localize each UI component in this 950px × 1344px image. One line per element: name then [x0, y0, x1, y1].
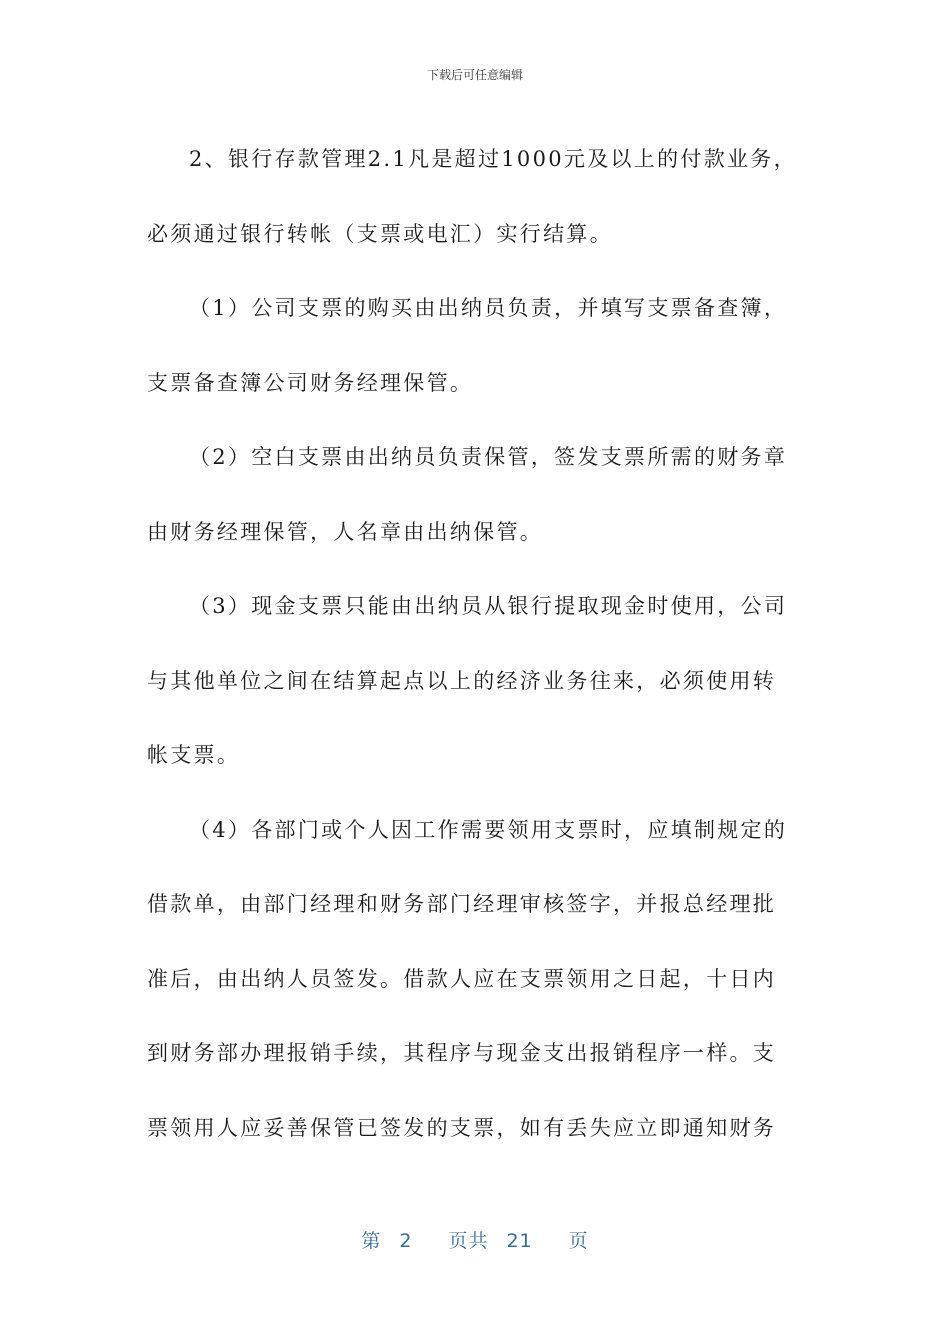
paragraph-line: （3）现金支票只能由出纳员从银行提取现金时使用，公司 — [189, 594, 788, 618]
current-page-number: 2 — [399, 1230, 413, 1252]
paragraph-5 — [147, 793, 807, 1166]
paragraph-line: （2）空白支票由出纳员负责保管，签发支票所需的财务章 — [189, 445, 788, 469]
paragraph-4 — [147, 569, 807, 793]
total-pages-number: 21 — [506, 1230, 533, 1252]
paragraph-line: 借款单，由部门经理和财务部门经理审核签字，并报总经理批 — [147, 892, 777, 916]
page-footer-suffix: 页 — [568, 1230, 589, 1252]
paragraph-1 — [147, 122, 807, 271]
paragraph-line: 必须通过银行转帐（支票或电汇）实行结算。 — [147, 221, 613, 246]
paragraph-3 — [147, 420, 807, 569]
page-footer — [0, 1226, 950, 1253]
paragraph-line: 由财务经理保管，人名章由出纳保管。 — [147, 519, 544, 544]
page-footer-prefix: 第 — [361, 1230, 382, 1252]
paragraph-line: （1）公司支票的购买由出纳员负责，并填写支票备查簿， — [189, 296, 788, 320]
paragraph-line: 与其他单位之间在结算起点以上的经济业务往来，必须使用转 — [147, 668, 777, 693]
paragraph-line: 帐支票。 — [147, 743, 241, 767]
page-footer-middle: 页共 — [448, 1230, 489, 1252]
paragraph-line: （4）各部门或个人因工作需要领用支票时，应填制规定的 — [189, 817, 788, 842]
paragraph-line: 准后，由出纳人员签发。借款人应在支票领用之日起，十日内 — [147, 966, 777, 991]
paragraph-line: 2、银行存款管理2.1凡是超过1000元及以上的付款业务， — [189, 147, 797, 171]
paragraph-line: 票领用人应妥善保管已签发的支票，如有丢失应立即通知财务 — [147, 1115, 777, 1140]
paragraph-line: 支票备查簿公司财务经理保管。 — [147, 370, 474, 395]
document-body — [147, 122, 807, 1165]
paragraph-line: 到财务部办理报销手续，其程序与现金支出报销程序一样。支 — [147, 1041, 777, 1065]
header-note: 下载后可任意编辑 — [426, 68, 523, 82]
paragraph-2 — [147, 271, 807, 420]
